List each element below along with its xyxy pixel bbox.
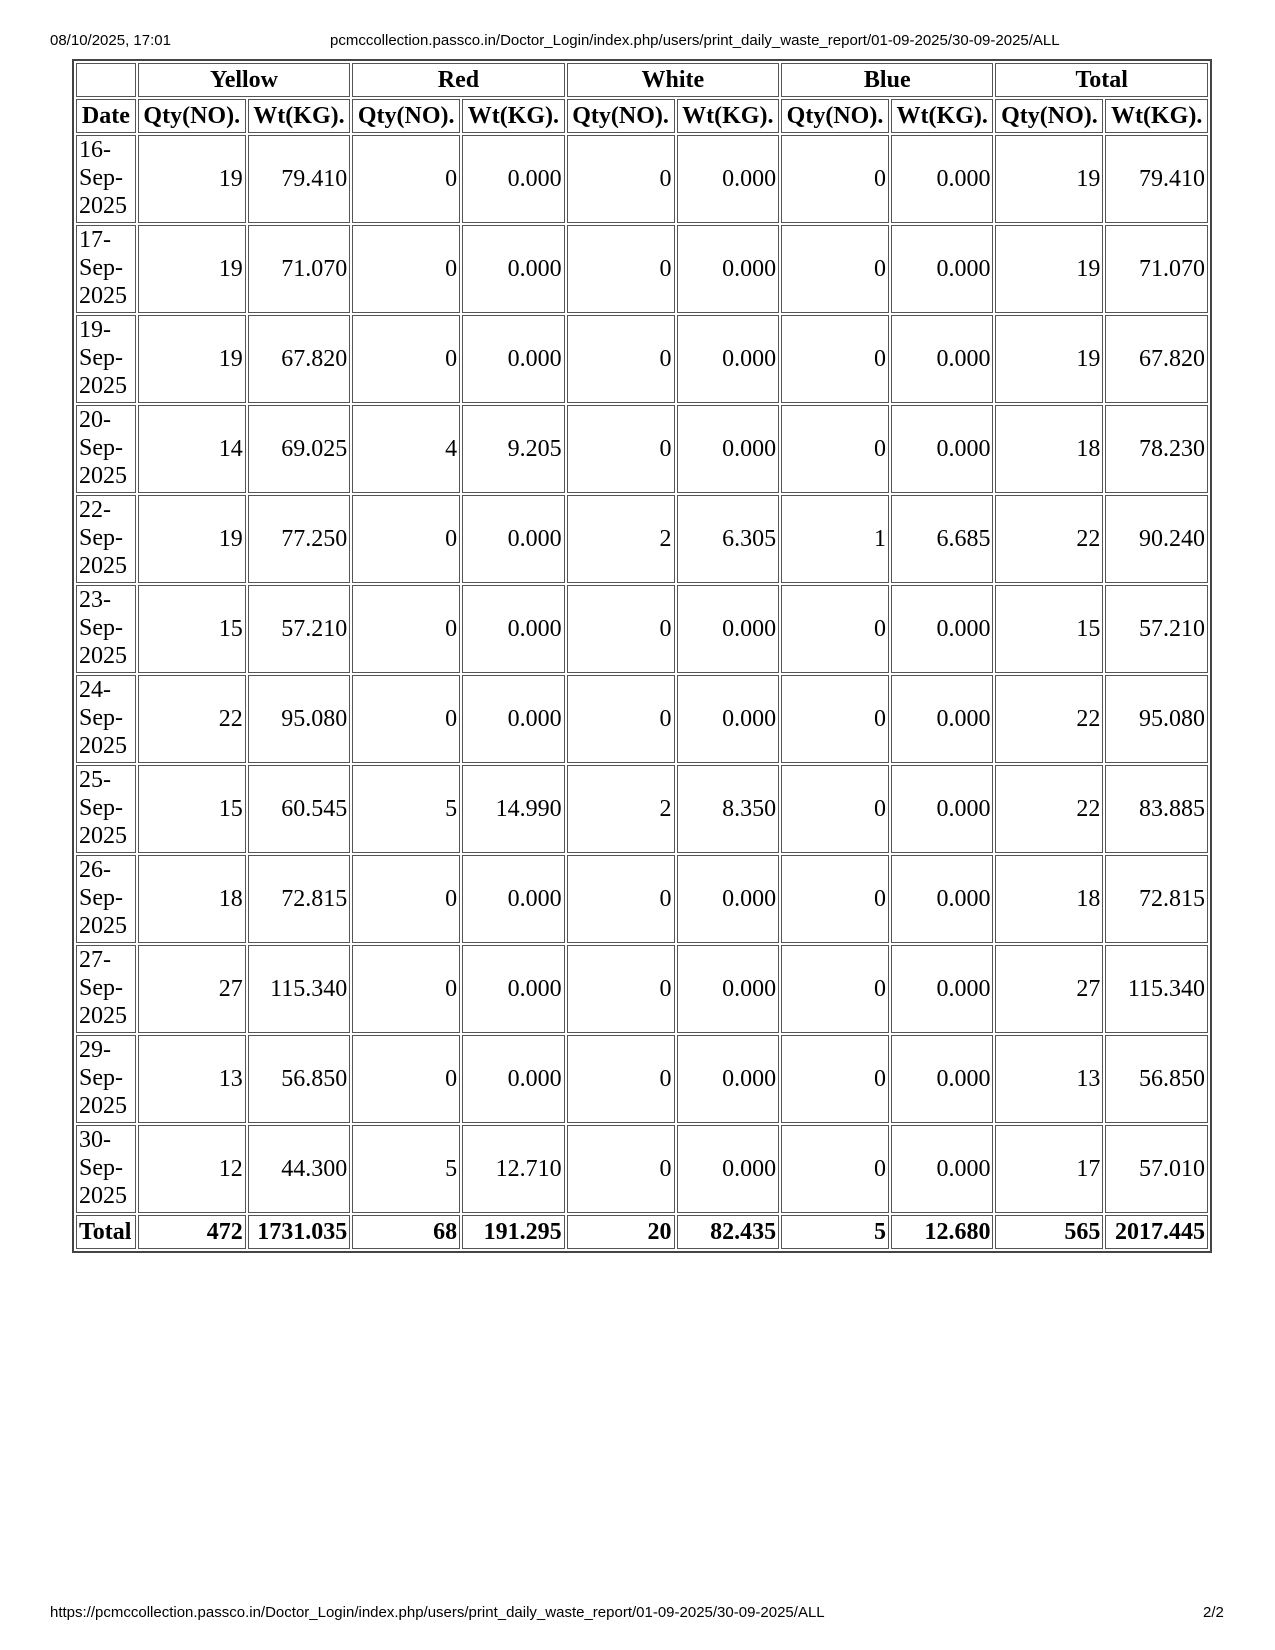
date-line: 2025 (79, 553, 127, 579)
weight-cell: 78.230 (1105, 405, 1208, 493)
weight-cell: 72.815 (248, 855, 351, 943)
weight-cell: 72.815 (1105, 855, 1208, 943)
qty-cell: 5 (352, 765, 460, 853)
qty-cell: 12 (138, 1125, 246, 1213)
weight-cell: 44.300 (248, 1125, 351, 1213)
date-line: Sep- (79, 975, 123, 1001)
qty-cell: 1 (781, 495, 889, 583)
qty-cell: 13 (995, 1035, 1103, 1123)
weight-cell: 71.070 (248, 225, 351, 313)
date-cell (76, 585, 136, 673)
qty-column-header: Qty(NO). (352, 99, 460, 133)
qty-cell: 0 (781, 315, 889, 403)
qty-cell: 0 (567, 855, 675, 943)
qty-cell: 17 (995, 1125, 1103, 1213)
date-line: Sep- (79, 255, 123, 281)
date-line: 2025 (79, 463, 127, 489)
date-line: 2025 (79, 1183, 127, 1209)
date-line: 20- (79, 407, 111, 433)
qty-cell: 0 (781, 1035, 889, 1123)
total-qty-cell: 5 (781, 1215, 889, 1249)
qty-cell: 19 (138, 315, 246, 403)
date-line: 2025 (79, 643, 127, 669)
weight-cell: 0.000 (677, 1035, 780, 1123)
weight-cell: 0.000 (462, 1035, 565, 1123)
weight-cell: 12.710 (462, 1125, 565, 1213)
date-line: 24- (79, 677, 111, 703)
group-header-red: Red (352, 63, 564, 97)
weight-cell: 6.305 (677, 495, 780, 583)
qty-cell: 0 (781, 945, 889, 1033)
weight-cell: 0.000 (677, 855, 780, 943)
qty-cell: 0 (352, 495, 460, 583)
qty-cell: 0 (567, 135, 675, 223)
weight-cell: 0.000 (891, 315, 994, 403)
qty-cell: 0 (567, 585, 675, 673)
qty-cell: 0 (781, 135, 889, 223)
qty-cell: 22 (995, 675, 1103, 763)
total-weight-cell: 191.295 (462, 1215, 565, 1249)
qty-cell: 0 (567, 1035, 675, 1123)
qty-cell: 19 (995, 315, 1103, 403)
date-cell (76, 1125, 136, 1213)
print-timestamp: 08/10/2025, 17:01 (50, 32, 171, 49)
group-header-white: White (567, 63, 779, 97)
weight-cell: 90.240 (1105, 495, 1208, 583)
qty-cell: 0 (352, 225, 460, 313)
weight-cell: 0.000 (677, 315, 780, 403)
weight-cell: 67.820 (248, 315, 351, 403)
qty-cell: 0 (567, 225, 675, 313)
column-header-row (76, 99, 1208, 133)
total-qty-cell: 565 (995, 1215, 1103, 1249)
wt-column-header: Wt(KG). (462, 99, 565, 133)
weight-cell: 0.000 (891, 1035, 994, 1123)
weight-cell: 0.000 (891, 135, 994, 223)
weight-cell: 56.850 (248, 1035, 351, 1123)
wt-column-header: Wt(KG). (1105, 99, 1208, 133)
weight-cell: 115.340 (248, 945, 351, 1033)
weight-cell: 0.000 (677, 405, 780, 493)
qty-column-header: Qty(NO). (995, 99, 1103, 133)
weight-cell: 0.000 (891, 1125, 994, 1213)
qty-cell: 0 (781, 675, 889, 763)
qty-cell: 0 (781, 855, 889, 943)
qty-cell: 19 (995, 135, 1103, 223)
date-line: 23- (79, 587, 111, 613)
qty-cell: 19 (138, 225, 246, 313)
qty-cell: 0 (352, 315, 460, 403)
table-row (76, 135, 1208, 223)
total-qty-cell: 68 (352, 1215, 460, 1249)
qty-cell: 15 (138, 585, 246, 673)
qty-cell: 0 (352, 1035, 460, 1123)
weight-cell: 95.080 (248, 675, 351, 763)
qty-cell: 19 (138, 495, 246, 583)
qty-cell: 0 (567, 405, 675, 493)
table-row (76, 675, 1208, 763)
table-row (76, 405, 1208, 493)
weight-cell: 56.850 (1105, 1035, 1208, 1123)
date-cell (76, 405, 136, 493)
weight-cell: 0.000 (891, 765, 994, 853)
weight-cell: 57.210 (1105, 585, 1208, 673)
date-line: 19- (79, 317, 111, 343)
weight-cell: 0.000 (677, 1125, 780, 1213)
date-line: Sep- (79, 615, 123, 641)
weight-cell: 57.010 (1105, 1125, 1208, 1213)
qty-cell: 0 (352, 135, 460, 223)
total-qty-cell: 472 (138, 1215, 246, 1249)
total-weight-cell: 1731.035 (248, 1215, 351, 1249)
group-header-total: Total (995, 63, 1208, 97)
date-line: 2025 (79, 823, 127, 849)
date-line: Sep- (79, 525, 123, 551)
weight-cell: 0.000 (462, 225, 565, 313)
daily-waste-report-table (72, 59, 1212, 1253)
qty-cell: 19 (995, 225, 1103, 313)
weight-cell: 14.990 (462, 765, 565, 853)
weight-cell: 0.000 (462, 585, 565, 673)
date-line: 22- (79, 497, 111, 523)
weight-cell: 0.000 (891, 585, 994, 673)
qty-cell: 22 (138, 675, 246, 763)
date-line: Sep- (79, 1065, 123, 1091)
page-footer-url: https://pcmccollection.passco.in/Doctor_Login/index.php/users/print_daily_waste_report/01-09-2025/30-09-2025/ALL (50, 1604, 825, 1621)
qty-cell: 15 (138, 765, 246, 853)
qty-cell: 5 (352, 1125, 460, 1213)
weight-cell: 0.000 (891, 945, 994, 1033)
qty-cell: 0 (567, 945, 675, 1033)
qty-cell: 22 (995, 765, 1103, 853)
group-header-blue: Blue (781, 63, 993, 97)
date-cell (76, 855, 136, 943)
date-cell (76, 135, 136, 223)
weight-cell: 83.885 (1105, 765, 1208, 853)
table-row (76, 1125, 1208, 1213)
date-line: 2025 (79, 913, 127, 939)
qty-column-header: Qty(NO). (138, 99, 246, 133)
weight-cell: 69.025 (248, 405, 351, 493)
qty-cell: 18 (995, 855, 1103, 943)
weight-cell: 95.080 (1105, 675, 1208, 763)
date-line: 2025 (79, 193, 127, 219)
total-qty-cell: 20 (567, 1215, 675, 1249)
weight-cell: 0.000 (891, 675, 994, 763)
weight-cell: 0.000 (677, 675, 780, 763)
qty-cell: 0 (781, 1125, 889, 1213)
wt-column-header: Wt(KG). (248, 99, 351, 133)
date-line: Sep- (79, 795, 123, 821)
table-row (76, 585, 1208, 673)
date-line: Sep- (79, 435, 123, 461)
group-header-row (76, 63, 1208, 97)
weight-cell: 0.000 (462, 135, 565, 223)
date-line: 2025 (79, 733, 127, 759)
qty-cell: 0 (781, 405, 889, 493)
qty-cell: 0 (567, 1125, 675, 1213)
date-line: Sep- (79, 345, 123, 371)
weight-cell: 0.000 (677, 945, 780, 1033)
weight-cell: 9.205 (462, 405, 565, 493)
date-line: Sep- (79, 705, 123, 731)
page-number: 2/2 (1203, 1604, 1224, 1621)
qty-cell: 0 (781, 765, 889, 853)
date-line: 2025 (79, 1003, 127, 1029)
date-cell (76, 765, 136, 853)
weight-cell: 0.000 (891, 225, 994, 313)
date-cell (76, 1035, 136, 1123)
table-row (76, 315, 1208, 403)
weight-cell: 67.820 (1105, 315, 1208, 403)
weight-cell: 8.350 (677, 765, 780, 853)
weight-cell: 0.000 (891, 405, 994, 493)
qty-cell: 18 (995, 405, 1103, 493)
qty-cell: 0 (567, 675, 675, 763)
date-line: 25- (79, 767, 111, 793)
weight-cell: 0.000 (462, 315, 565, 403)
date-line: Sep- (79, 165, 123, 191)
date-line: 17- (79, 227, 111, 253)
qty-column-header: Qty(NO). (567, 99, 675, 133)
table-row (76, 945, 1208, 1033)
weight-cell: 79.410 (1105, 135, 1208, 223)
table-row (76, 1035, 1208, 1123)
weight-cell: 0.000 (677, 225, 780, 313)
table-row (76, 495, 1208, 583)
date-line: 26- (79, 857, 111, 883)
table-row (76, 765, 1208, 853)
qty-cell: 22 (995, 495, 1103, 583)
date-line: 16- (79, 137, 111, 163)
weight-cell: 57.210 (248, 585, 351, 673)
weight-cell: 0.000 (462, 855, 565, 943)
wt-column-header: Wt(KG). (677, 99, 780, 133)
qty-cell: 19 (138, 135, 246, 223)
qty-cell: 0 (352, 675, 460, 763)
date-cell (76, 225, 136, 313)
qty-column-header: Qty(NO). (781, 99, 889, 133)
date-line: 30- (79, 1127, 111, 1153)
qty-cell: 0 (781, 225, 889, 313)
total-label: Total (76, 1215, 136, 1249)
date-cell (76, 945, 136, 1033)
weight-cell: 0.000 (462, 675, 565, 763)
qty-cell: 27 (138, 945, 246, 1033)
weight-cell: 0.000 (891, 855, 994, 943)
table-row (76, 855, 1208, 943)
qty-cell: 27 (995, 945, 1103, 1033)
qty-cell: 4 (352, 405, 460, 493)
group-header-yellow: Yellow (138, 63, 350, 97)
date-cell (76, 495, 136, 583)
corner-cell (76, 63, 136, 97)
qty-cell: 0 (567, 315, 675, 403)
date-column-header: Date (76, 99, 136, 133)
weight-cell: 0.000 (677, 585, 780, 673)
page-header-url: pcmccollection.passco.in/Doctor_Login/index.php/users/print_daily_waste_report/01-09-2025/30-09-2025/ALL (330, 32, 1060, 49)
total-row (76, 1215, 1208, 1249)
qty-cell: 18 (138, 855, 246, 943)
date-cell (76, 315, 136, 403)
date-line: Sep- (79, 885, 123, 911)
qty-cell: 15 (995, 585, 1103, 673)
qty-cell: 0 (352, 585, 460, 673)
weight-cell: 71.070 (1105, 225, 1208, 313)
qty-cell: 0 (352, 945, 460, 1033)
weight-cell: 0.000 (462, 945, 565, 1033)
date-line: 2025 (79, 1093, 127, 1119)
date-cell (76, 675, 136, 763)
weight-cell: 0.000 (462, 495, 565, 583)
total-weight-cell: 2017.445 (1105, 1215, 1208, 1249)
date-line: 29- (79, 1037, 111, 1063)
date-line: 2025 (79, 283, 127, 309)
qty-cell: 2 (567, 765, 675, 853)
total-weight-cell: 82.435 (677, 1215, 780, 1249)
date-line: Sep- (79, 1155, 123, 1181)
date-line: 27- (79, 947, 111, 973)
total-weight-cell: 12.680 (891, 1215, 994, 1249)
weight-cell: 79.410 (248, 135, 351, 223)
qty-cell: 0 (781, 585, 889, 673)
weight-cell: 6.685 (891, 495, 994, 583)
qty-cell: 13 (138, 1035, 246, 1123)
report-body (76, 135, 1208, 1249)
table-row (76, 225, 1208, 313)
wt-column-header: Wt(KG). (891, 99, 994, 133)
qty-cell: 2 (567, 495, 675, 583)
weight-cell: 77.250 (248, 495, 351, 583)
date-line: 2025 (79, 373, 127, 399)
weight-cell: 60.545 (248, 765, 351, 853)
weight-cell: 115.340 (1105, 945, 1208, 1033)
weight-cell: 0.000 (677, 135, 780, 223)
qty-cell: 0 (352, 855, 460, 943)
qty-cell: 14 (138, 405, 246, 493)
